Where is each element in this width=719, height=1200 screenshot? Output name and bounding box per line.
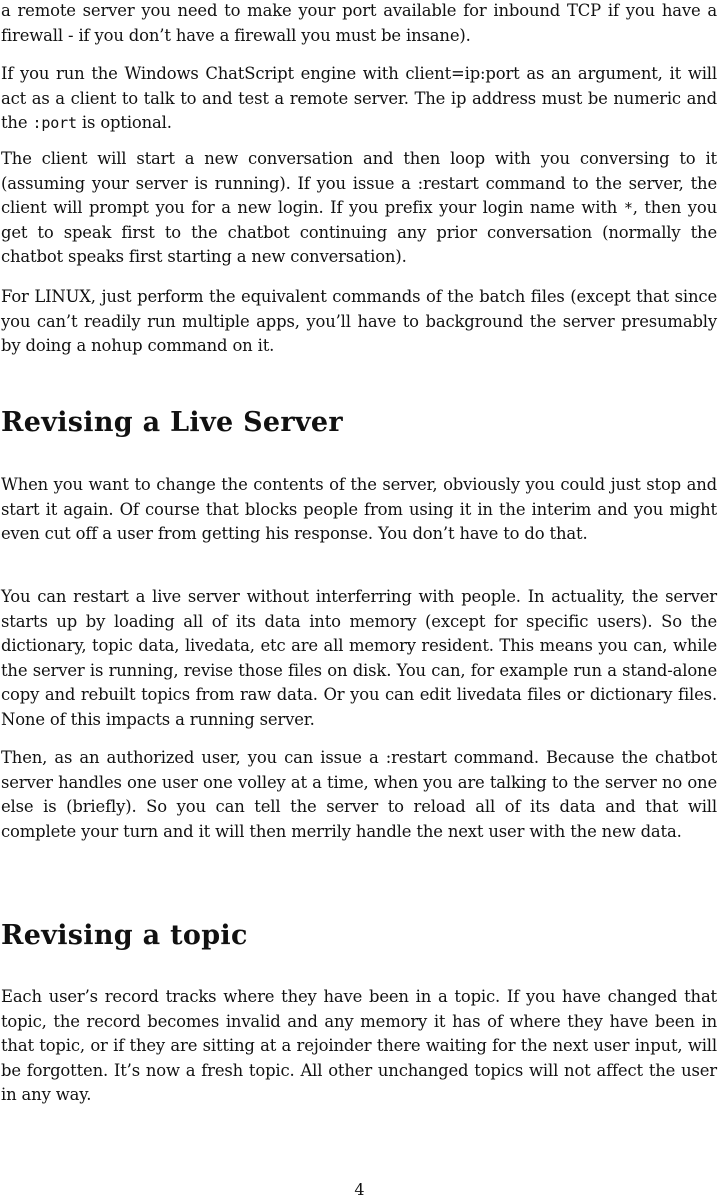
paragraph-client-mode-text-start: If you run the Windows ChatScript engine with client=ip:port as an argument, it will act as a client to talk to and test a remote server. The ip address must be numeric and the — [1, 64, 717, 132]
port-code: :port — [32, 114, 77, 132]
paragraph-client-mode — [1, 62, 717, 136]
paragraph-firewall: a remote server you need to make your port available for inbound TCP if you have a firewall - if you don’t have a firewall you must be insane). — [1, 1, 717, 45]
paragraph-change-server: When you want to change the contents of the server, obviously you could just stop and start it again. Of course that blocks people from using it in the interim and you might even cut off a user from getting his response. You don’t have to do that. — [1, 475, 717, 543]
heading-revising-live-server: Revising a Live Server — [1, 407, 343, 438]
page-number: 4 — [354, 1180, 365, 1199]
paragraph-restart-live: You can restart a live server without interferring with people. In actuality, the server starts up by loading all of its data into memory (except for specific users). So the dictionary, topic data, livedata, etc are all memory resident. This means you can, while the server is running, revise those files on disk. You can, for example run a stand-alone copy and rebuilt topics from raw data. Or you can edit livedata files or dictionary files. None of this impacts a running server. — [1, 587, 717, 729]
paragraph-linux: For LINUX, just perform the equivalent commands of the batch files (except that since you can’t readily run multiple apps, you’ll have to background the server presumably by doing a nohup command on it. — [1, 287, 717, 355]
paragraph-user-record: Each user’s record tracks where they have been in a topic. If you have changed that topic, the record becomes invalid and any memory it has of where they have been in that topic, or if they are sitting at a rejoinder there waiting for the next user input, will be forgotten. It’s now a fresh topic. All other unchanged topics will not affect the user in any way. — [1, 987, 717, 1104]
paragraph-client-loop-text-end: , then you get to speak first to the chatbot continuing any prior conversation (normally the chatbot speaks first starting a new conversation). — [1, 198, 717, 266]
paragraph-client-loop — [1, 147, 717, 270]
paragraph-authorized-restart: Then, as an authorized user, you can issue a :restart command. Because the chatbot server handles one user one volley at a time, when you are talking to the server no one else is (briefly). So you can tell the server to reload all of its data and that will complete your turn and it will then merrily handle the next user with the new data. — [1, 748, 717, 841]
paragraph-client-loop-text-start: The client will start a new conversation and then loop with you conversing to it (assuming your server is running). If you issue a :restart command to the server, the client will prompt you for a new login. If you prefix your login name with — [1, 149, 717, 217]
asterisk-code: * — [623, 199, 633, 217]
heading-revising-topic: Revising a topic — [1, 920, 248, 951]
paragraph-client-mode-text-end: is optional. — [76, 113, 172, 132]
